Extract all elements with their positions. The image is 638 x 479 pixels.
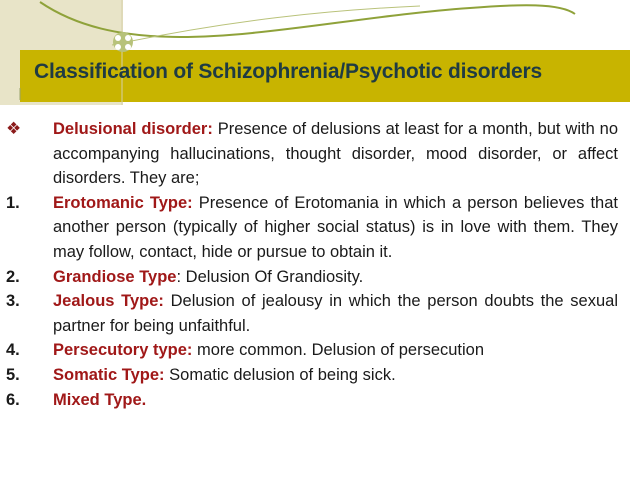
list-number: 4.: [6, 341, 20, 360]
intro-paragraph: [6, 117, 618, 191]
flower-icon: [113, 32, 133, 52]
list-item: [6, 363, 618, 388]
item-text: Delusion of jealousy in which the person doubts the sexual partner for being unfaithful.: [53, 292, 618, 335]
list-item: [6, 338, 618, 363]
swoosh-line: [40, 2, 575, 37]
item-term: Erotomanic Type:: [53, 193, 193, 212]
list-number: 3.: [6, 292, 20, 311]
intro-term: Delusional disorder:: [53, 120, 213, 138]
list-item: [6, 289, 618, 338]
diamond-bullet-icon: ❖: [6, 119, 22, 138]
item-term: Jealous Type:: [53, 292, 164, 311]
list-item: [6, 191, 618, 265]
item-text: more common. Delusion of persecution: [192, 341, 485, 360]
list-item: [6, 388, 618, 413]
item-term: Persecutory type:: [53, 341, 193, 360]
slide-content: [6, 117, 618, 412]
item-term: Grandiose Type: [53, 267, 177, 286]
item-text: Presence of Erotomania in which a person believes that another person (typically of higher social status) is in love with them. They may follow, contact, hide or pursue to obtain it.: [53, 193, 618, 261]
list-number: 6.: [6, 390, 20, 409]
list-item: [6, 265, 618, 290]
intro-text: Presence of delusions at least for a month, but with no accompanying hallucinations, thought disorder, mood disorder, or affect disorders. They are;: [53, 120, 618, 188]
item-text: Somatic delusion of being sick.: [164, 365, 396, 384]
list-number: 2.: [6, 267, 20, 286]
slide-title: Classification of Schizophrenia/Psychotic disorders: [34, 60, 542, 83]
item-term: Mixed Type.: [53, 390, 147, 409]
list-number: 1.: [6, 193, 20, 212]
item-term: Somatic Type:: [53, 365, 165, 384]
item-text: : Delusion Of Grandiosity.: [176, 267, 364, 286]
list-number: 5.: [6, 365, 20, 384]
decorative-swoosh: [0, 0, 638, 110]
